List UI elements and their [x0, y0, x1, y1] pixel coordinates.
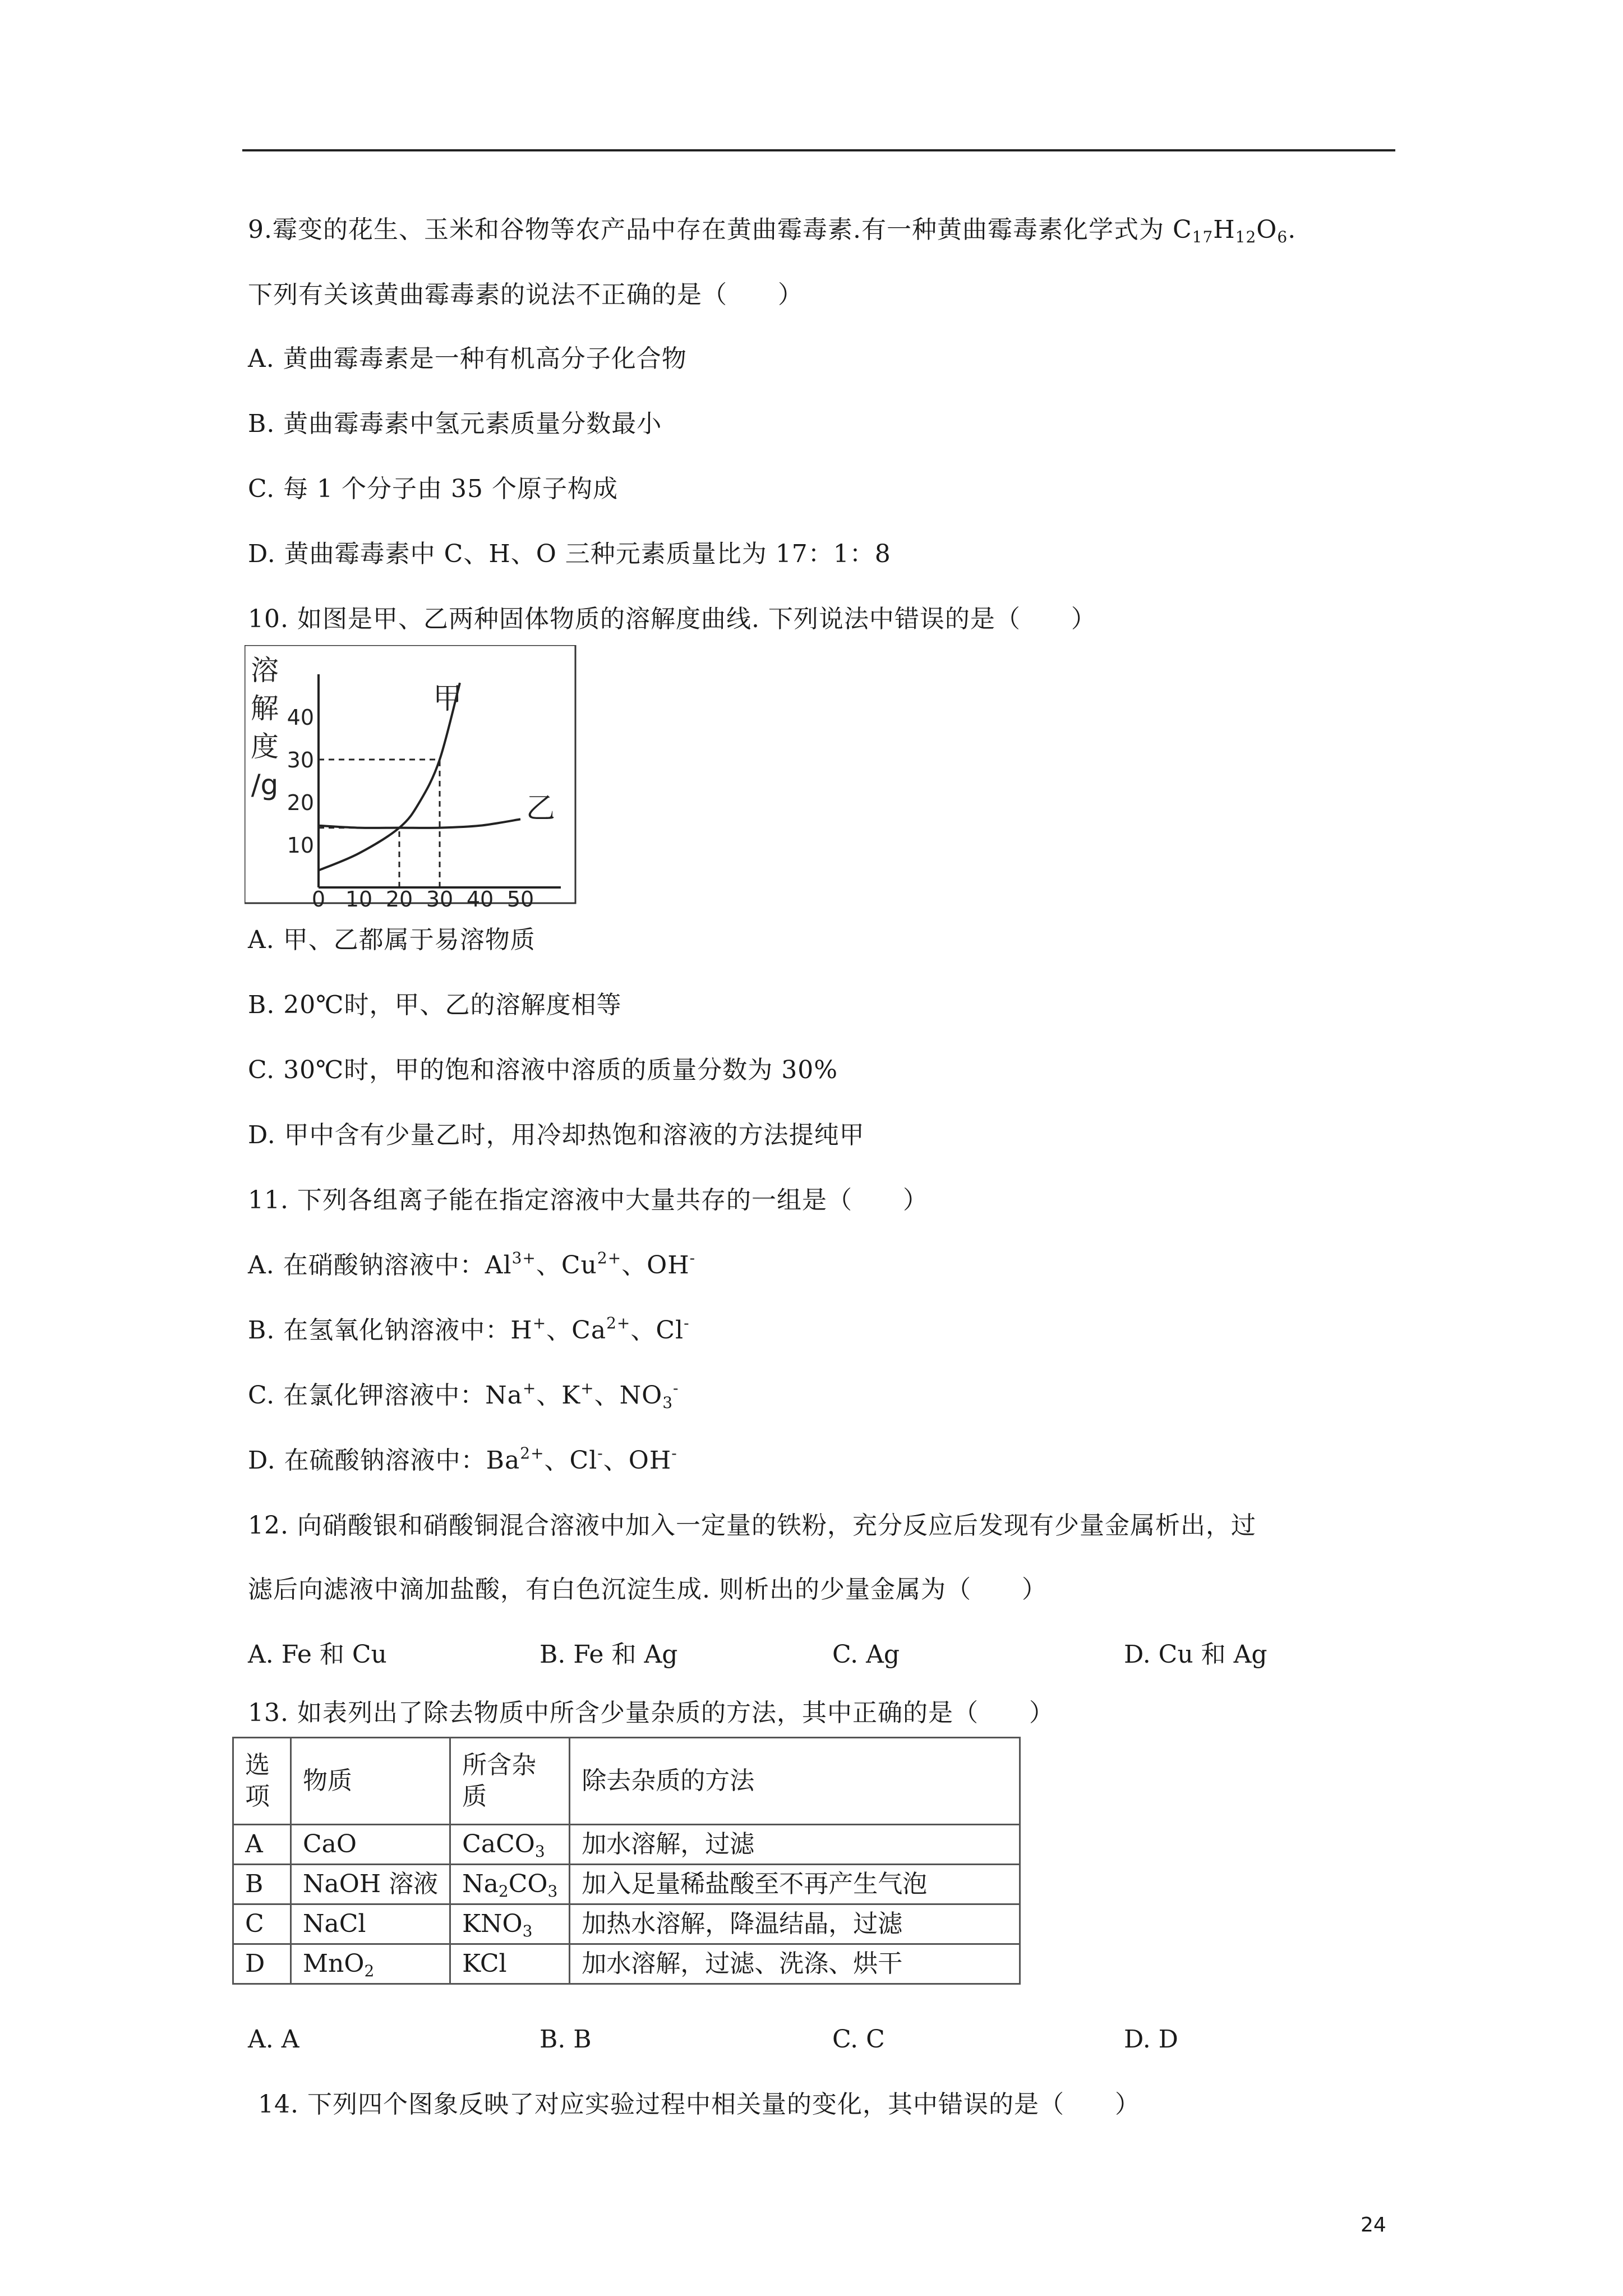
- y-label-char: 溶: [251, 654, 279, 687]
- q13-option-c: C. C: [832, 2025, 885, 2054]
- table-row: [233, 1944, 1020, 1984]
- q11-option-d: D. 在硫酸钠溶液中：$Ba^{2+}$、Cl-、OH-: [248, 1444, 677, 1475]
- q11-option-a: A. 在硝酸钠溶液中：$Al^{3+}$、$Cu^{2+}$、OH-: [248, 1249, 696, 1280]
- y-tick-label: 20: [287, 790, 314, 815]
- row-d-option: D: [233, 1944, 291, 1984]
- q13-option-d: D. D: [1124, 2025, 1178, 2054]
- y-axis-label: [251, 654, 279, 801]
- header-method: 除去杂质的方法: [570, 1738, 1020, 1825]
- header-option: 选项: [233, 1738, 291, 1825]
- y-tick-label: 30: [287, 748, 314, 772]
- y-label-char: /g: [251, 769, 279, 801]
- q10-option-a: A. 甲、乙都属于易溶物质: [248, 926, 536, 954]
- chart-frame: [245, 645, 575, 903]
- q10-option-b: B. 20℃时，甲、乙的溶解度相等: [248, 991, 622, 1019]
- q12-stem-line1: 12. 向硝酸银和硝酸铜混合溶液中加入一定量的铁粉，充分反应后发现有少量金属析出，过: [248, 1511, 1256, 1540]
- y-label-char: 度: [251, 730, 279, 763]
- q11-stem: 11. 下列各组离子能在指定溶液中大量共存的一组是（ ）: [248, 1186, 928, 1214]
- q13-option-b: B. B: [540, 2025, 592, 2054]
- q9-option-c: C. 每 1 个分子由 35 个原子构成: [248, 475, 618, 503]
- q11-option-b: B. 在氢氧化钠溶液中：H+、$Ca^{2+}$、Cl-: [248, 1314, 690, 1345]
- page-number: 24: [1361, 2214, 1386, 2237]
- q12-option-d: D. Cu 和 Ag: [1124, 1640, 1267, 1669]
- row-d-method: 加水溶解，过滤、洗涤、烘干: [570, 1944, 1020, 1984]
- q12-option-a: A. Fe 和 Cu: [248, 1640, 387, 1669]
- q9-option-d: D. 黄曲霉毒素中 C、H、O 三种元素质量比为 17：1：8: [248, 540, 891, 568]
- row-a-impurity: CaCO$_3$: [450, 1825, 570, 1865]
- table-header-row: [233, 1738, 1020, 1825]
- q9-option-a: A. 黄曲霉毒素是一种有机高分子化合物: [248, 344, 687, 373]
- header-rule: [242, 149, 1395, 151]
- header-impurity: 所含杂质: [450, 1738, 570, 1825]
- q10-option-c: C. 30℃时，甲的饱和溶液中溶质的质量分数为 30%: [248, 1056, 838, 1084]
- header-substance: 物质: [291, 1738, 450, 1825]
- row-d-impurity: KCl: [450, 1944, 570, 1984]
- table-row: [233, 1865, 1020, 1904]
- x-tick-label: 20: [385, 887, 413, 909]
- q10-option-d: D. 甲中含有少量乙时，用冷却热饱和溶液的方法提纯甲: [248, 1121, 865, 1149]
- q9-stem-line2: 下列有关该黄曲霉毒素的说法不正确的是（ ）: [248, 280, 803, 309]
- row-c-method: 加热水溶解，降温结晶，过滤: [570, 1904, 1020, 1944]
- row-b-impurity: $Na_2CO_3$: [450, 1865, 570, 1904]
- x-tick-label: 10: [345, 887, 373, 909]
- q12-stem-line2: 滤后向滤液中滴加盐酸，有白色沉淀生成. 则析出的少量金属为（ ）: [248, 1575, 1047, 1604]
- curves: [319, 682, 555, 870]
- row-a-method: 加水溶解，过滤: [570, 1825, 1020, 1865]
- x-tick-label: 50: [506, 887, 534, 909]
- q10-stem: 10. 如图是甲、乙两种固体物质的溶解度曲线. 下列说法中错误的是（ ）: [248, 605, 1096, 633]
- q11-option-c: C. 在氯化钾溶液中：Na+、K+、$NO_3^-$: [248, 1379, 679, 1412]
- guide-lines: [319, 760, 440, 887]
- q9-option-b: B. 黄曲霉毒素中氢元素质量分数最小: [248, 409, 662, 438]
- y-label-char: 解: [251, 692, 279, 725]
- q12-option-b: B. Fe 和 Ag: [540, 1640, 678, 1669]
- row-a-option: A: [233, 1825, 291, 1865]
- row-b-substance: NaOH 溶液: [291, 1865, 450, 1904]
- x-tick-label: 40: [466, 887, 494, 909]
- q13-stem: 13. 如表列出了除去物质中所含少量杂质的方法，其中正确的是（ ）: [248, 1699, 1054, 1727]
- x-tick-label: 0: [311, 887, 326, 909]
- x-tick-label: 30: [426, 887, 454, 909]
- series-label-jia: 甲: [433, 682, 463, 716]
- row-a-substance: CaO: [291, 1825, 450, 1865]
- q12-option-c: C. Ag: [832, 1640, 900, 1669]
- series-label-yi: 乙: [526, 792, 556, 826]
- solubility-chart: [245, 645, 581, 909]
- x-tick-labels: [312, 887, 534, 909]
- table-row: [233, 1904, 1020, 1944]
- impurity-table: [232, 1737, 1021, 1985]
- y-tick-labels: [287, 705, 314, 858]
- row-b-method: 加入足量稀盐酸至不再产生气泡: [570, 1865, 1020, 1904]
- table-row: [233, 1825, 1020, 1865]
- curve-yi: [319, 819, 520, 827]
- row-c-option: C: [233, 1904, 291, 1944]
- y-tick-label: 40: [287, 705, 314, 730]
- q9-stem-line1: 9.霉变的花生、玉米和谷物等农产品中存在黄曲霉毒素.有一种黄曲霉毒素化学式为 $C_{17}H_{12}O_6$.: [248, 215, 1297, 246]
- row-d-substance: MnO$_2$: [291, 1944, 450, 1984]
- y-tick-label: 10: [287, 833, 314, 858]
- row-c-substance: NaCl: [291, 1904, 450, 1944]
- q14-stem: 14. 下列四个图象反映了对应实验过程中相关量的变化，其中错误的是（ ）: [258, 2090, 1140, 2119]
- q13-option-a: A. A: [248, 2025, 299, 2054]
- row-c-impurity: $KNO_3$: [450, 1904, 570, 1944]
- row-b-option: B: [233, 1865, 291, 1904]
